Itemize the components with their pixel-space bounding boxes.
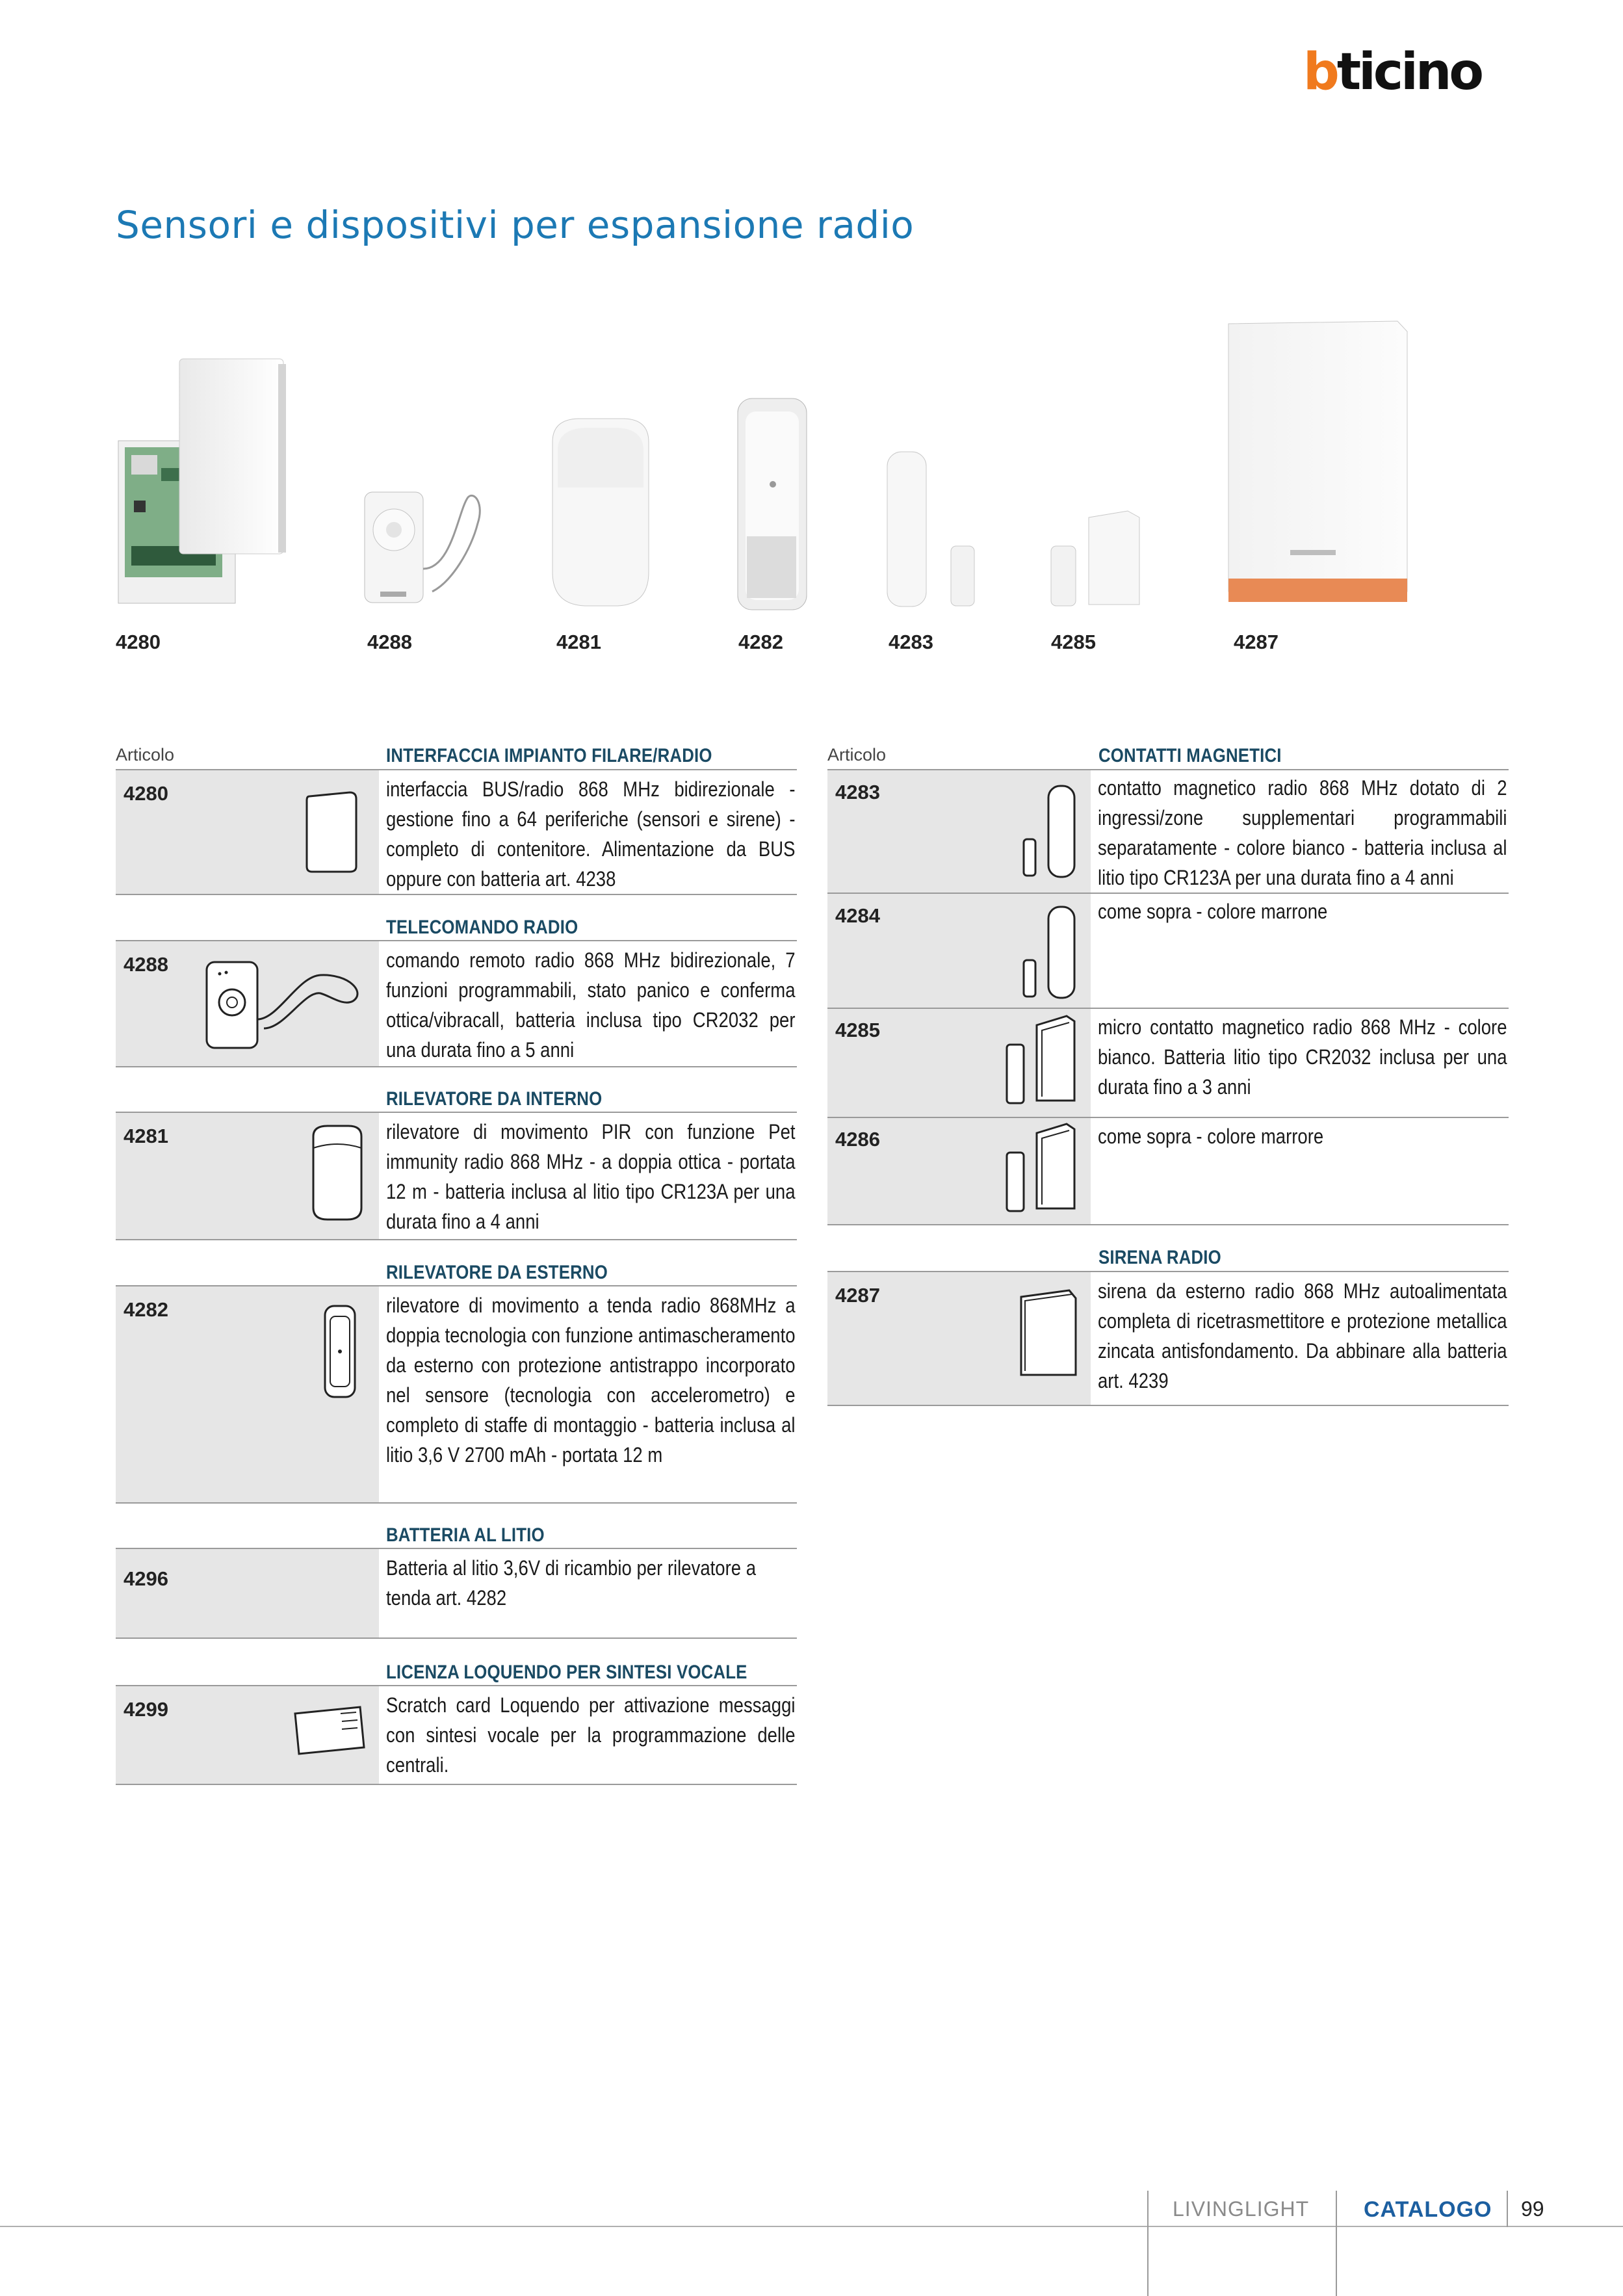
- section-title: CONTATTI MAGNETICI: [1098, 745, 1282, 766]
- product-photo-4283: [881, 449, 985, 611]
- footer-separator: [1147, 2191, 1149, 2296]
- product-code: 4285: [1051, 631, 1096, 653]
- table-row: [116, 940, 797, 1067]
- section-title: SIRENA RADIO: [1098, 1247, 1221, 1268]
- article-code: 4281: [123, 1125, 168, 1147]
- section-title: RILEVATORE DA INTERNO: [386, 1088, 603, 1110]
- article-code: 4286: [835, 1128, 880, 1151]
- article-description: sirena da esterno radio 868 MHz autoalimentata completa di ricetrasmettitore e protezione metallica zincata antisfondamento. Da abbinare alla batteria art. 4239: [1098, 1279, 1507, 1392]
- page-number: 99: [1521, 2197, 1544, 2221]
- product-code: 4288: [367, 631, 412, 653]
- article-code: 4283: [835, 781, 880, 803]
- article-code: 4285: [835, 1019, 880, 1041]
- section-title: INTERFACCIA IMPIANTO FILARE/RADIO: [386, 745, 712, 766]
- interface-icon: [304, 790, 363, 874]
- footer-livinglight: LIVINGLIGHT: [1173, 2197, 1310, 2221]
- product-photo-4287: [1222, 319, 1410, 611]
- article-code: 4287: [835, 1284, 880, 1307]
- article-description: Scratch card Loquendo per attivazione messaggi con sintesi vocale per la programmazione delle centrali.: [386, 1693, 796, 1777]
- article-description: come sopra - colore marrore: [1098, 1125, 1324, 1148]
- footer-separator: [1336, 2191, 1337, 2296]
- footer-divider: [0, 2226, 1623, 2227]
- article-description: micro contatto magnetico radio 868 MHz - colore bianco. Batteria litio tipo CR2032 inclusa per una durata fino a 3 anni: [1098, 1015, 1507, 1099]
- article-description: comando remoto radio 868 MHz bidirezionale, 7 funzioni programmabili, stato panico e conferma ottica/vibracall, batteria inclusa tipo CR2032 per una durata fino a 5 anni: [386, 948, 796, 1062]
- product-photo-4288: [361, 484, 491, 614]
- article-description: rilevatore di movimento PIR con funzione Pet immunity radio 868 MHz - a doppia ottica - portata 12 m - batteria inclusa al litio tipo CR123A per una durata fino a 4 anni: [386, 1120, 796, 1233]
- micro-contact-icon: [1002, 1012, 1086, 1110]
- product-photo-4280: [116, 351, 291, 611]
- section-title: LICENZA LOQUENDO PER SINTESI VOCALE: [386, 1662, 747, 1683]
- product-code: 4283: [889, 631, 933, 653]
- section-title: BATTERIA AL LITIO: [386, 1524, 545, 1546]
- product-code: 4287: [1234, 631, 1279, 653]
- product-code: 4282: [738, 631, 783, 653]
- curtain-detector-icon: [321, 1303, 360, 1401]
- footer-catalogo: CATALOGO: [1364, 2197, 1492, 2222]
- product-photo-4285: [1043, 507, 1147, 611]
- magnetic-contact-icon: [1016, 783, 1087, 881]
- article-description: contatto magnetico radio 868 MHz dotato di 2 ingressi/zone supplementari programmabili separatamente - colore bianco - batteria inclusa al litio tipo CR123A per una durata fino a 4 anni: [1098, 776, 1507, 889]
- micro-contact-brown-icon: [1002, 1120, 1086, 1218]
- footer-separator: [1507, 2191, 1508, 2227]
- article-code: 4296: [123, 1567, 168, 1590]
- article-description: come sopra - colore marrone: [1098, 900, 1328, 923]
- page-title: Sensori e dispositivi per espansione radio: [116, 203, 915, 247]
- table-row: [116, 1285, 797, 1504]
- article-description: Batteria al litio 3,6V di ricambio per rilevatore a tenda art. 4282: [386, 1556, 757, 1610]
- product-photo-4282: [731, 393, 816, 614]
- bticino-logo: bticino: [1303, 43, 1481, 101]
- table-row: [116, 1112, 797, 1240]
- table-row: [116, 769, 797, 895]
- article-code: 4284: [835, 904, 880, 927]
- section-title: RILEVATORE DA ESTERNO: [386, 1262, 608, 1283]
- article-code: 4280: [123, 782, 168, 805]
- product-code: 4281: [556, 631, 601, 653]
- article-code: 4299: [123, 1698, 168, 1721]
- column-header-articolo: Articolo: [827, 745, 887, 764]
- article-description: rilevatore di movimento a tenda radio 868MHz a doppia tecnologia con funzione antimascheramento da esterno con protezione antistrappo incorporato nel sensore (tecnologia con accelerometro) e completo di staffe di montaggio - batteria inclusa al litio 3,6 V 2700 mAh - portata 12 m: [386, 1294, 796, 1467]
- magnetic-contacts-table: [827, 769, 1509, 1224]
- table-row: [116, 1685, 797, 1785]
- product-photo-4281: [546, 416, 656, 611]
- pir-detector-icon: [308, 1122, 367, 1226]
- magnetic-contact-brown-icon: [1016, 904, 1087, 1002]
- article-code: 4282: [123, 1298, 168, 1321]
- section-title: TELECOMANDO RADIO: [386, 917, 578, 938]
- table-row: [116, 1548, 797, 1639]
- article-code: 4288: [123, 953, 168, 976]
- remote-control-icon: [200, 957, 369, 1054]
- table-row: [827, 1271, 1509, 1406]
- product-code: 4280: [116, 631, 161, 653]
- scratch-card-icon: [291, 1704, 369, 1756]
- siren-icon: [1016, 1286, 1081, 1384]
- article-description: interfaccia BUS/radio 868 MHz bidirezionale - gestione fino a 64 periferiche (sensori e sirene) - completo di contenitore. Alimentazione da BUS oppure con batteria art. 4238: [386, 777, 796, 891]
- column-header-articolo: Articolo: [116, 745, 175, 764]
